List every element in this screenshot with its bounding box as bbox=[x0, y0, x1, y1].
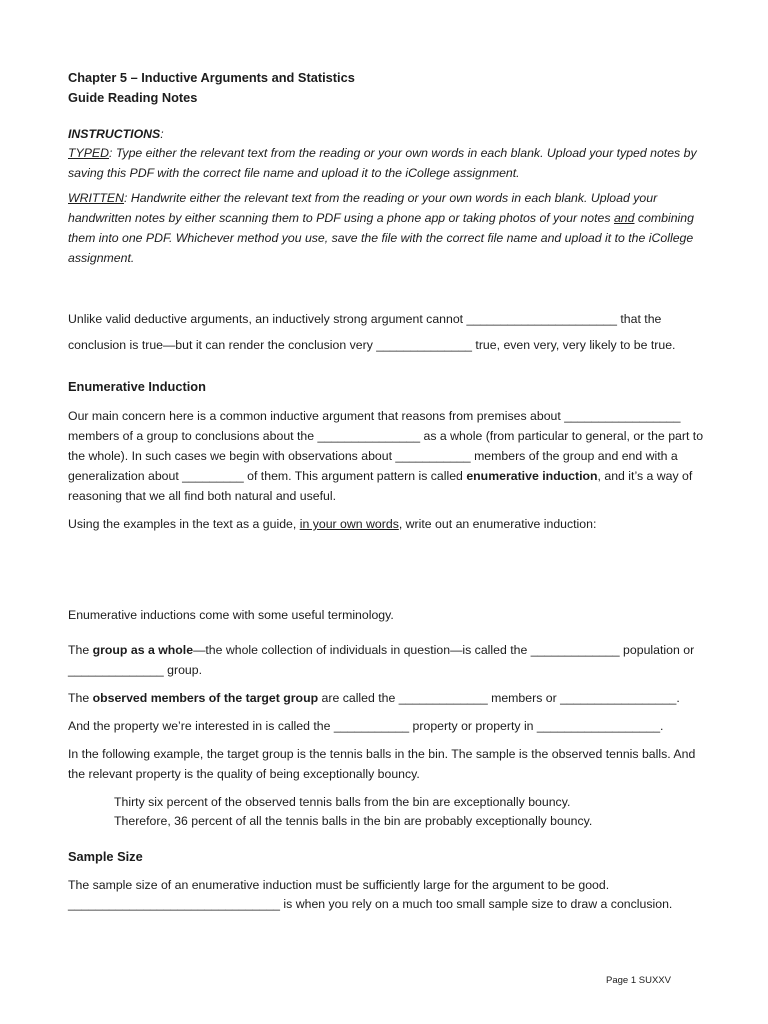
typed-text: : Type either the relevant text from the reading or your own words in each blank. Upload your typed notes by saving this PDF with the correct file name and upload it to the iCollege assignment. bbox=[68, 146, 697, 180]
example-conclusion: Therefore, 36 percent of all the tennis balls in the bin are probably exceptionally bouncy. bbox=[114, 814, 593, 828]
enumerative-heading: Enumerative Induction bbox=[68, 379, 206, 394]
example-premise: Thirty six percent of the observed tennis balls from the bin are exceptionally bouncy. bbox=[114, 795, 571, 809]
terminology-intro: Enumerative inductions come with some useful terminology. bbox=[68, 608, 394, 622]
intro-line-2: conclusion is true—but it can render the conclusion very ______________ true, even very, very likely to be true. bbox=[68, 338, 676, 352]
enumerative-term: enumerative induction bbox=[466, 469, 598, 483]
instructions-typed bbox=[68, 143, 708, 183]
written-label: WRITTEN bbox=[68, 191, 125, 205]
intro-line-1: Unlike valid deductive arguments, an inductively strong argument cannot ______________________ that the bbox=[68, 312, 662, 326]
example-paragraph: In the following example, the target group is the tennis balls in the bin. The sample is the observed tennis balls. And the relevant property is the quality of being exceptionally bouncy. bbox=[68, 747, 696, 781]
observed-definition: The observed members of the target group are called the _____________ members or _________________. bbox=[68, 691, 680, 705]
sample-size-heading: Sample Size bbox=[68, 849, 143, 864]
typed-label: TYPED bbox=[68, 146, 109, 160]
sample-size-line-2: _______________________________ is when you rely on a much too small sample size to draw a conclusion. bbox=[68, 897, 673, 911]
chapter-title bbox=[68, 68, 708, 108]
sample-size-line-1: The sample size of an enumerative induction must be sufficiently large for the argument to be good. bbox=[68, 878, 610, 892]
instructions-heading: INSTRUCTIONS: bbox=[68, 127, 164, 141]
enumerative-paragraph: Our main concern here is a common inductive argument that reasons from premises about _________________ members of a group to conclusions about the _______________ as a whole (from particular to general, or the part to the whole). In such cases we begin with observations about ___________ members of the group and end with a generalization about _________ of them. This argument pattern is called enumerative induction, and it’s a way of reasoning that we all find both natural and useful. bbox=[68, 409, 704, 503]
written-text-2: combining them into one PDF. Whichever method you use, save the file with the correct file name and upload it to the iCollege assignment. bbox=[68, 211, 694, 265]
page-footer: Page 1 SUXXV bbox=[606, 975, 671, 986]
title-line-2: Guide Reading Notes bbox=[68, 90, 198, 105]
own-words-prompt: Using the examples in the text as a guide, in your own words, write out an enumerative induction: bbox=[68, 517, 597, 531]
title-line-1: Chapter 5 – Inductive Arguments and Statistics bbox=[68, 70, 355, 85]
instructions-written bbox=[68, 188, 708, 268]
written-and: and bbox=[613, 211, 635, 225]
property-definition: And the property we’re interested in is called the ___________ property or property in __________________. bbox=[68, 719, 664, 733]
group-definition: The group as a whole—the whole collection of individuals in question—is called the _____________ population or ______________ group. bbox=[68, 643, 695, 677]
written-text-1: : Handwrite either the relevant text from the reading or your own words in each blank. Upload your handwritten notes by either scanning them to PDF using a phone app or taking photos of your notes bbox=[68, 191, 658, 225]
